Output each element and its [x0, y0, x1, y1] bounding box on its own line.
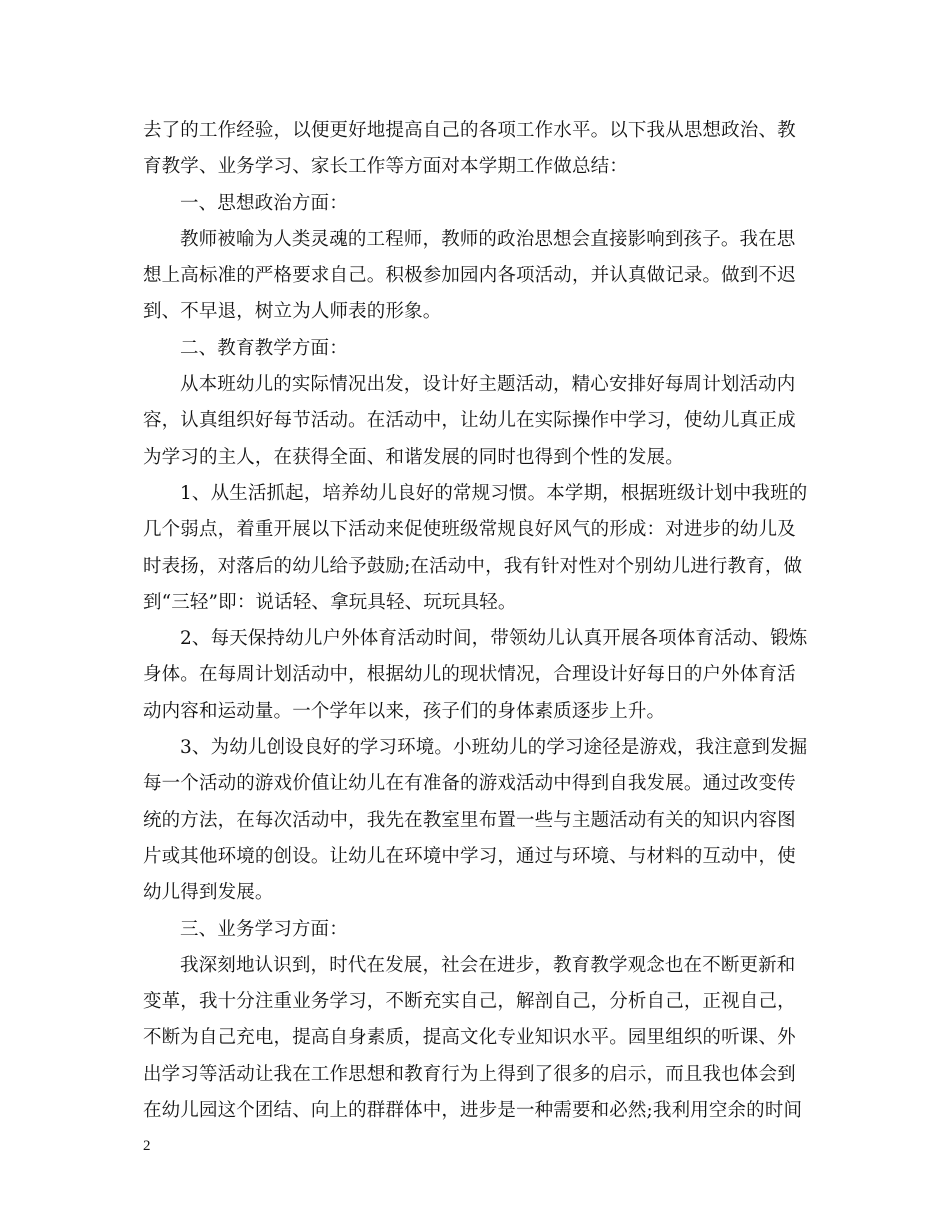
text-line: 在幼儿园这个团结、向上的群群体中，进步是一种需要和必然;我利用空余的时间	[143, 1100, 803, 1122]
text-line: 每一个活动的游戏价值让幼儿在有准备的游戏活动中得到自我发展。通过改变传	[143, 773, 796, 795]
text-line: 几个弱点，着重开展以下活动来促使班级常规良好风气的形成：对进步的幼儿及	[143, 519, 796, 541]
text-line: 教师被喻为人类灵魂的工程师，教师的政治思想会直接影响到孩子。我在思	[180, 228, 796, 250]
text-line: 到、不早退，树立为人师表的形象。	[143, 301, 442, 323]
section-heading: 二、教育教学方面：	[180, 337, 348, 359]
text-line: 身体。在每周计划活动中，根据幼儿的现状情况，合理设计好每日的户外体育活	[143, 664, 796, 686]
text-line: 统的方法，在每次活动中，我先在教室里布置一些与主题活动有关的知识内容图	[143, 809, 796, 831]
text-line: 1、从生活抓起，培养幼儿良好的常规习惯。本学期，根据班级计划中我班的	[180, 482, 808, 504]
section-heading: 一、思想政治方面：	[180, 192, 348, 214]
text-line: 2、每天保持幼儿户外体育活动时间，带领幼儿认真开展各项体育活动、锻炼	[180, 628, 808, 650]
text-line: 到“三轻”即：说话轻、拿玩具轻、玩玩具轻。	[143, 591, 517, 613]
document-body	[143, 113, 808, 1129]
text-line: 我深刻地认识到，时代在发展，社会在进步，教育教学观念也在不断更新和	[180, 954, 796, 976]
page-number: 2	[143, 1138, 151, 1154]
text-line: 想上高标准的严格要求自己。积极参加园内各项活动，并认真做记录。做到不迟	[143, 265, 796, 287]
text-line: 容，认真组织好每节活动。在活动中，让幼儿在实际操作中学习，使幼儿真正成	[143, 410, 796, 432]
text-line: 去了的工作经验，以便更好地提高自己的各项工作水平。以下我从思想政治、教	[143, 120, 796, 141]
text-line: 时表扬，对落后的幼儿给予鼓励;在活动中，我有针对性对个别幼儿进行教育，做	[143, 555, 803, 577]
text-line: 为学习的主人，在获得全面、和谐发展的同时也得到个性的发展。	[143, 446, 684, 468]
text-line: 不断为自己充电，提高自身素质，提高文化专业知识水平。园里组织的听课、外	[143, 1027, 796, 1049]
text-line: 3、为幼儿创设良好的学习环境。小班幼儿的学习途径是游戏，我注意到发掘	[180, 737, 808, 759]
text-line: 片或其他环境的创设。让幼儿在环境中学习，通过与环境、与材料的互动中，使	[143, 845, 796, 867]
text-line: 变革，我十分注重业务学习，不断充实自己，解剖自己，分析自己，正视自己，	[143, 991, 796, 1013]
text-line: 动内容和运动量。一个学年以来，孩子们的身体素质逐步上升。	[143, 700, 666, 722]
text-line: 育教学、业务学习、家长工作等方面对本学期工作做总结：	[143, 156, 628, 178]
section-heading: 三、业务学习方面：	[180, 918, 348, 940]
text-line: 从本班幼儿的实际情况出发，设计好主题活动，精心安排好每周计划活动内	[180, 374, 796, 396]
text-line: 幼儿得到发展。	[143, 882, 274, 904]
text-line: 出学习等活动让我在工作思想和教育行为上得到了很多的启示，而且我也体会到	[143, 1063, 796, 1085]
